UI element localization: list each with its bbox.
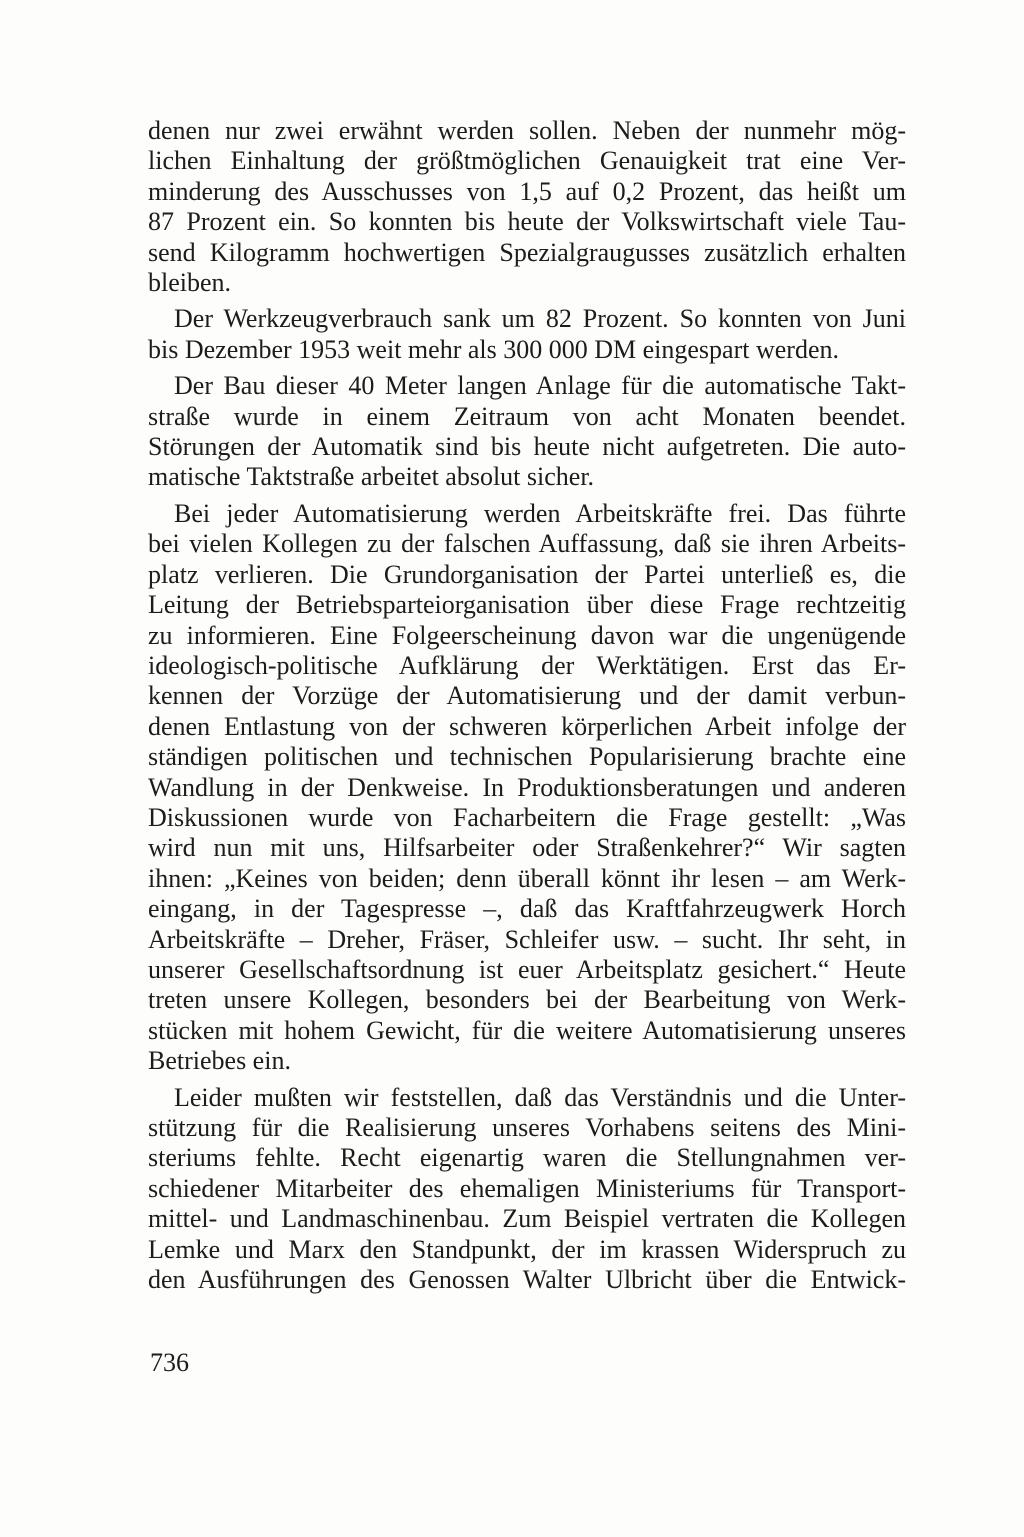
text-line: platz verlieren. Die Grundorganisation der Partei unterließ es, die	[148, 559, 906, 589]
text-line: schiedener Mitarbeiter des ehemaligen Ministeriums für Transport-	[148, 1173, 906, 1203]
text-line: bei vielen Kollegen zu der falschen Auffassung, daß sie ihren Arbeits-	[148, 529, 906, 559]
text-line: ihnen: „Keines von beiden; denn überall könnt ihr lesen – am Werk-	[148, 863, 906, 893]
text-line: bleiben.	[148, 268, 232, 298]
text-line: unserer Gesellschaftsordnung ist euer Arbeitsplatz gesichert.“ Heute	[148, 954, 906, 984]
text-line: straße wurde in einem Zeitraum von acht Monaten beendet.	[148, 401, 906, 431]
text-line: Bei jeder Automatisierung werden Arbeitskräfte frei. Das führte	[174, 498, 906, 528]
text-line: send Kilogramm hochwertigen Spezialgraugusses zusätzlich erhalten	[148, 237, 906, 267]
text-line: Der Bau dieser 40 Meter langen Anlage für die automatische Takt-	[174, 371, 906, 401]
text-line: stücken mit hohem Gewicht, für die weitere Automatisierung unseres	[148, 1015, 906, 1045]
text-line: Diskussionen wurde von Facharbeitern die Frage gestellt: „Was	[148, 802, 906, 832]
text-line: lichen Einhaltung der größtmöglichen Genauigkeit trat eine Ver-	[148, 146, 906, 176]
text-line: ständigen politischen und technischen Popularisierung brachte eine	[148, 742, 906, 772]
text-line: ideologisch-politische Aufklärung der Werktätigen. Erst das Er-	[148, 650, 906, 680]
text-line: Arbeitskräfte – Dreher, Fräser, Schleifer usw. – sucht. Ihr seht, in	[148, 924, 906, 954]
page-number: 736	[150, 1348, 189, 1377]
text-line: Lemke und Marx den Standpunkt, der im krassen Widerspruch zu	[148, 1234, 906, 1264]
text-line: Leider mußten wir feststellen, daß das Verständnis und die Unter-	[174, 1082, 906, 1112]
text-line: Der Werkzeugverbrauch sank um 82 Prozent. So konnten von Juni	[174, 304, 906, 334]
text-line: zu informieren. Eine Folgeerscheinung davon war die ungenügende	[148, 620, 906, 650]
text-line: bis Dezember 1953 weit mehr als 300 000 DM eingespart werden.	[148, 334, 839, 364]
paragraph-4	[148, 499, 906, 1077]
text-line: Wandlung in der Denkweise. In Produktionsberatungen und anderen	[148, 772, 906, 802]
text-line: steriums fehlte. Recht eigenartig waren die Stellungnahmen ver-	[148, 1143, 906, 1173]
paragraph-3	[148, 371, 906, 493]
text-line: eingang, in der Tagespresse –, daß das Kraftfahrzeugwerk Horch	[148, 894, 906, 924]
text-line: kennen der Vorzüge der Automatisierung und der damit verbun-	[148, 681, 906, 711]
text-line: stützung für die Realisierung unseres Vorhabens seitens des Mini-	[148, 1113, 906, 1142]
paragraph-1	[148, 116, 906, 298]
text-line: mittel- und Landmaschinenbau. Zum Beispiel vertraten die Kollegen	[148, 1204, 906, 1234]
paragraph-5	[148, 1083, 906, 1296]
text-line: minderung des Ausschusses von 1,5 auf 0,2 Prozent, das heißt um	[148, 176, 906, 206]
text-line: denen nur zwei erwähnt werden sollen. Neben der nunmehr mög-	[148, 116, 906, 145]
text-line: den Ausführungen des Genossen Walter Ulbricht über die Entwick-	[148, 1265, 906, 1295]
text-line: treten unsere Kollegen, besonders bei der Bearbeitung von Werk-	[148, 985, 906, 1015]
text-line: matische Taktstraße arbeitet absolut sicher.	[148, 462, 595, 492]
text-line: Störungen der Automatik sind bis heute nicht aufgetreten. Die auto-	[148, 432, 906, 462]
body-text	[148, 116, 906, 1295]
paragraph-2	[148, 304, 906, 365]
text-line: denen Entlastung von der schweren körperlichen Arbeit infolge der	[148, 711, 906, 741]
text-line: Leitung der Betriebsparteiorganisation über diese Frage rechtzeitig	[148, 590, 906, 620]
text-line: 87 Prozent ein. So konnten bis heute der Volkswirtschaft viele Tau-	[148, 207, 906, 237]
text-line: Betriebes ein.	[148, 1046, 291, 1076]
text-line: wird nun mit uns, Hilfsarbeiter oder Straßenkehrer?“ Wir sagten	[148, 833, 906, 863]
